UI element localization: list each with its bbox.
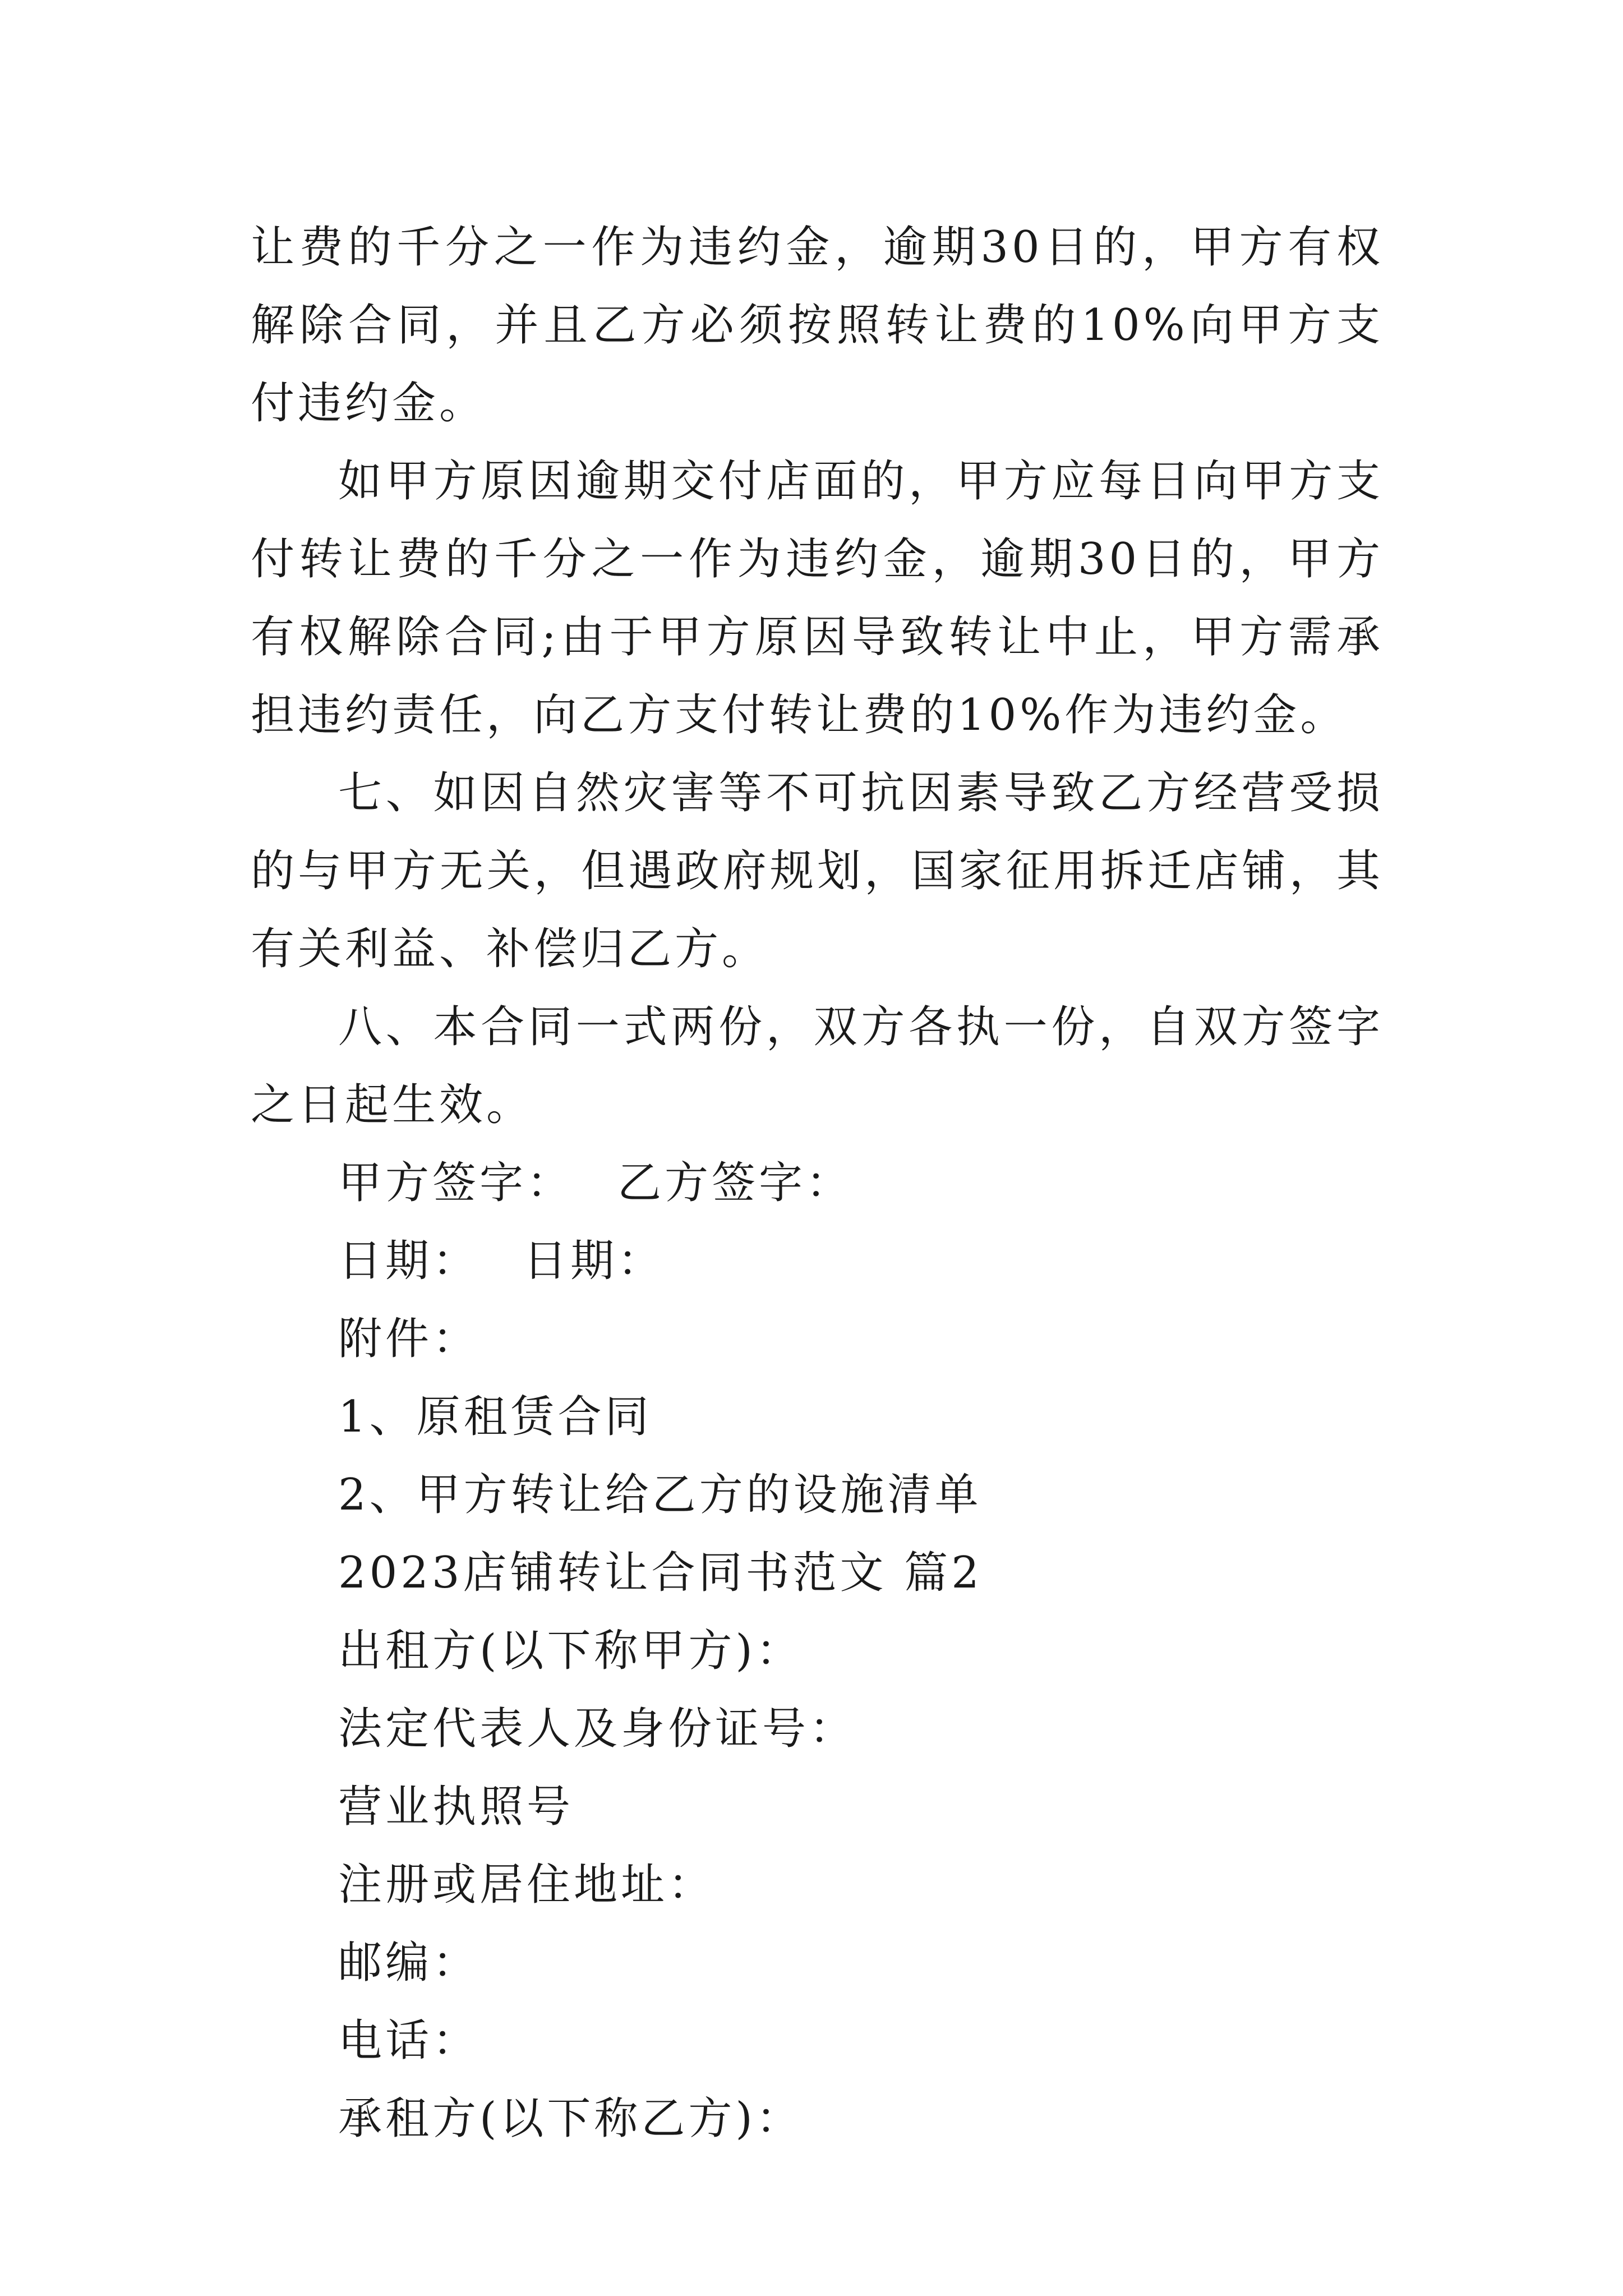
paragraph-clause-8: 八、本合同一式两份，双方各执一份，自双方签字之日起生效。 [251,1002,1384,1130]
paragraph-continuation: 让费的千分之一作为违约金，逾期30日的，甲方有权解除合同，并且乙方必须按照转让费的10%向甲方支付违约金。 [251,222,1384,429]
attachment-item: 2、甲方转让给乙方的设施清单 [338,1470,982,1520]
party-b-date-label: 日期： [523,1236,665,1286]
attachment-item: 1、原租赁合同 [338,1392,652,1442]
field-business-license: 营业执照号 [338,1782,574,1832]
field-address: 注册或居住地址： [338,1860,716,1910]
field-legal-representative: 法定代表人及身份证号： [338,1704,857,1754]
field-postcode: 邮编： [338,1938,480,1988]
section-title: 2023店铺转让合同书范文 篇2 [338,1548,983,1598]
date-line [251,1222,1384,1300]
document-body [251,209,1384,2158]
party-a-date-label: 日期： [338,1236,480,1286]
paragraph-late-delivery: 如甲方原因逾期交付店面的，甲方应每日向甲方支付转让费的千分之一作为违约金，逾期30日的，甲方有权解除合同;由于甲方原因导致转让中止，甲方需承担违约责任，向乙方支付转让费的10%作为违约金。 [251,456,1384,740]
signature-line [251,1144,1384,1222]
field-lessor: 出租方(以下称甲方)： [338,1626,803,1676]
attachments-label: 附件： [338,1314,480,1364]
party-b-signature-label: 乙方签字： [617,1158,854,1208]
party-a-signature-label: 甲方签字： [338,1158,574,1208]
field-lessee: 承租方(以下称乙方)： [338,2093,803,2144]
paragraph-clause-7: 七、如因自然灾害等不可抗因素导致乙方经营受损的与甲方无关，但遇政府规划，国家征用拆迁店铺，其有关利益、补偿归乙方。 [251,768,1384,974]
field-phone: 电话： [338,2016,480,2066]
